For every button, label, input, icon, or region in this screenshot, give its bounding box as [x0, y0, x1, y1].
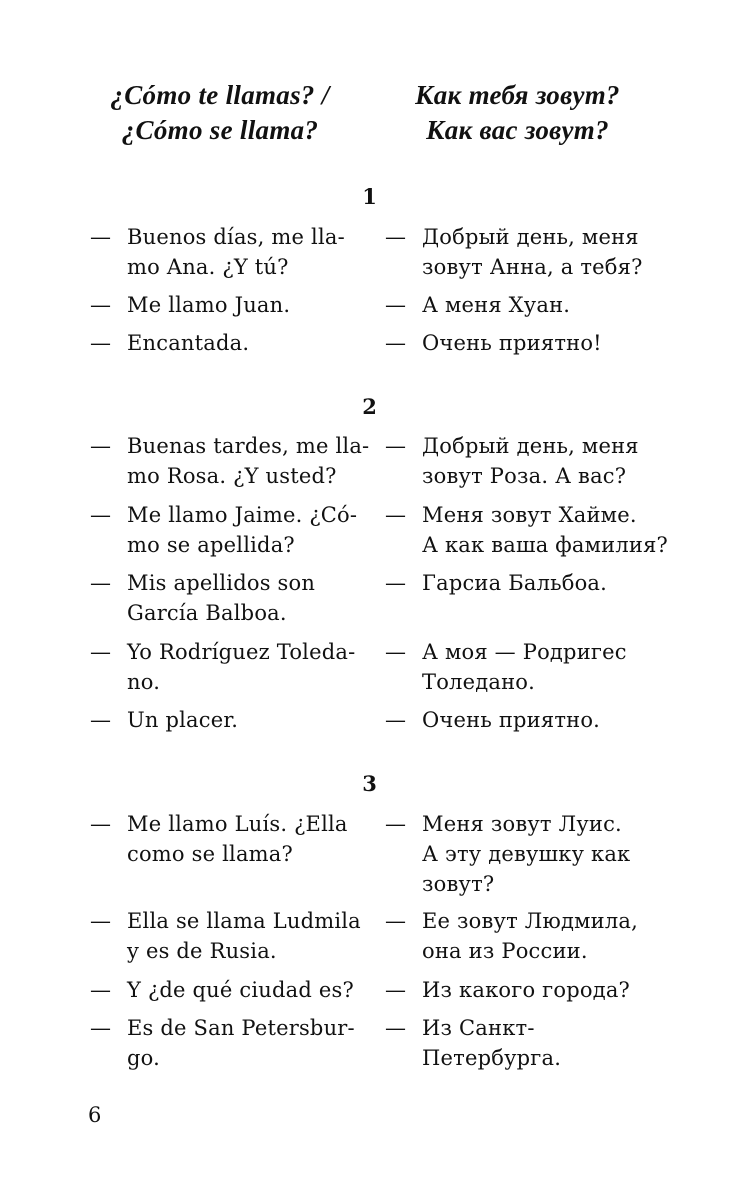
dialogue-dash: —	[90, 812, 111, 836]
dialogue-line-russian: Добрый день, меня	[422, 434, 639, 458]
dialogue-line-spanish: Un placer.	[127, 708, 239, 732]
dialogue-line-russian: Очень приятно.	[422, 708, 601, 732]
dialogue-line-russian: Из какого города?	[422, 978, 631, 1002]
dialogue-line-spanish: Y ¿de qué ciudad es?	[127, 978, 354, 1002]
dialogue-dash: —	[90, 978, 111, 1002]
dialogue-dash: —	[90, 225, 111, 249]
dialogue-line-russian: А меня Хуан.	[422, 293, 571, 317]
dialogue-dash: —	[385, 503, 406, 527]
dialogue-line-russian: Толедано.	[422, 670, 535, 694]
dialogue-line-spanish: mo se apellida?	[127, 533, 295, 557]
dialogue-line-russian: зовут Анна, а тебя?	[422, 255, 643, 279]
dialogue-line-spanish: Encantada.	[127, 331, 250, 355]
dialogue-dash: —	[385, 1016, 406, 1040]
dialogue-line-spanish: Buenos días, me lla-	[127, 225, 345, 249]
dialogue-line-russian: А моя — Родригес	[422, 640, 627, 664]
dialogue-line-russian: Меня зовут Луис.	[422, 812, 622, 836]
dialogue-line-russian: Гарсиа Бальбоа.	[422, 571, 608, 595]
dialogue-dash: —	[385, 909, 406, 933]
dialogue-dash: —	[385, 708, 406, 732]
page-number: 6	[88, 1103, 102, 1127]
dialogue-line-russian: зовут?	[422, 872, 495, 896]
dialogue-line-spanish: Es de San Petersbur-	[127, 1016, 355, 1040]
dialogue-dash: —	[90, 708, 111, 732]
dialogue-line-spanish: mo Rosa. ¿Y usted?	[127, 464, 337, 488]
dialogue-dash: —	[385, 812, 406, 836]
dialogue-dash: —	[90, 571, 111, 595]
dialogue-line-russian: Добрый день, меня	[422, 225, 639, 249]
title-line: ¿Cómo se llama?	[121, 115, 319, 145]
dialogue-dash: —	[90, 434, 111, 458]
dialogue-line-spanish: Yo Rodríguez Toleda-	[127, 640, 356, 664]
dialogue-line-spanish: y es de Rusia.	[127, 939, 277, 963]
section-number: 1	[362, 184, 377, 209]
dialogue-line-spanish: Ella se llama Ludmila	[127, 909, 361, 933]
page-titles	[0, 78, 739, 158]
dialogue-line-russian: Петербурга.	[422, 1046, 562, 1070]
section-number: 3	[362, 771, 377, 796]
title-line: Как вас зовут?	[426, 115, 609, 145]
dialogue-line-russian: А как ваша фамилия?	[422, 533, 669, 557]
section-number: 2	[362, 394, 377, 419]
dialogue-line-russian: Ее зовут Людмила,	[422, 909, 639, 933]
dialogue-dash: —	[385, 978, 406, 1002]
dialogue-line-spanish: no.	[127, 670, 161, 694]
dialogue-dash: —	[385, 640, 406, 664]
dialogue-line-spanish: Buenas tardes, me lla-	[127, 434, 370, 458]
dialogue-dash: —	[385, 434, 406, 458]
title-spanish	[70, 78, 370, 148]
dialogue-dash: —	[90, 640, 111, 664]
dialogue-dash: —	[90, 331, 111, 355]
dialogue-line-russian: она из России.	[422, 939, 588, 963]
dialogue-dash: —	[385, 331, 406, 355]
dialogue-dash: —	[385, 225, 406, 249]
title-russian	[365, 78, 670, 148]
dialogue-dash: —	[90, 293, 111, 317]
title-line: ¿Cómo te llamas? /	[110, 80, 330, 110]
dialogue-line-spanish: como se llama?	[127, 842, 293, 866]
dialogue-line-russian: Меня зовут Хайме.	[422, 503, 637, 527]
dialogue-dash: —	[90, 909, 111, 933]
dialogue-line-russian: Очень приятно!	[422, 331, 602, 355]
dialogue-dash: —	[90, 503, 111, 527]
dialogue-line-spanish: Me llamo Jaime. ¿Có-	[127, 503, 358, 527]
dialogue-dash: —	[90, 1016, 111, 1040]
dialogue-dash: —	[385, 293, 406, 317]
dialogue-line-russian: зовут Роза. А вас?	[422, 464, 627, 488]
dialogue-line-spanish: Mis apellidos son	[127, 571, 316, 595]
dialogue-line-spanish: García Balboa.	[127, 601, 287, 625]
dialogue-line-spanish: Me llamo Luís. ¿Ella	[127, 812, 348, 836]
dialogue-line-spanish: mo Ana. ¿Y tú?	[127, 255, 289, 279]
dialogue-line-spanish: go.	[127, 1046, 160, 1070]
dialogue-dash: —	[385, 571, 406, 595]
dialogue-line-spanish: Me llamo Juan.	[127, 293, 291, 317]
dialogue-line-russian: А эту девушку как	[422, 842, 631, 866]
title-line: Как тебя зовут?	[415, 80, 620, 110]
dialogue-line-russian: Из Санкт-	[422, 1016, 535, 1040]
